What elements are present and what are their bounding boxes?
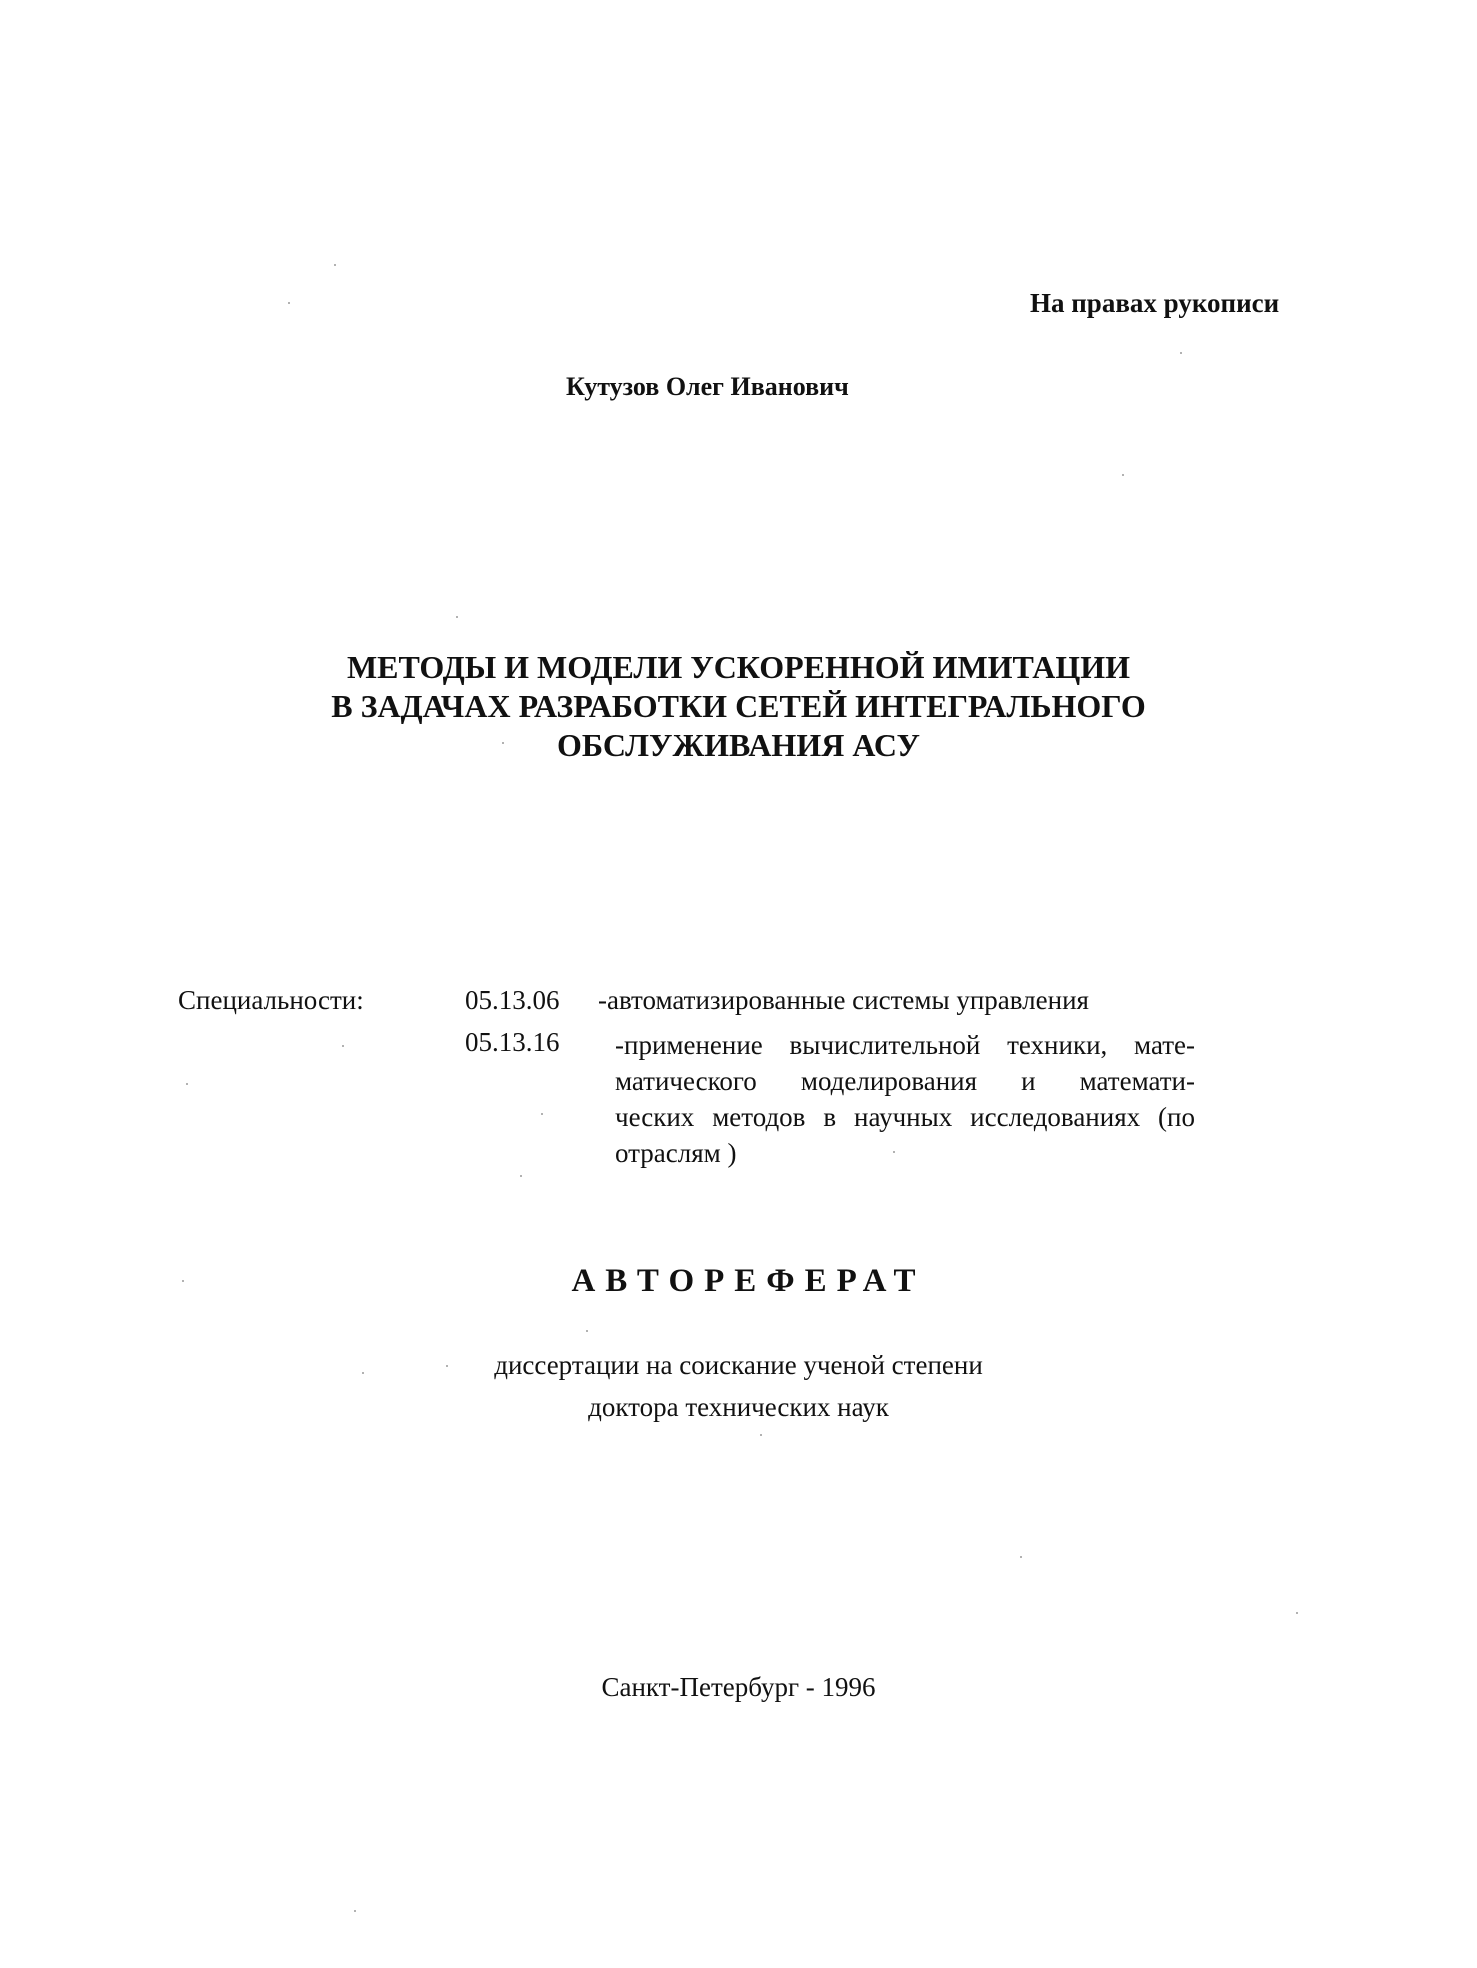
title-line: В ЗАДАЧАХ РАЗРАБОТКИ СЕТЕЙ ИНТЕГРАЛЬНОГО xyxy=(331,688,1146,724)
scan-speck xyxy=(1020,1556,1022,1558)
scan-speck xyxy=(586,1330,588,1332)
scan-speck xyxy=(760,1434,762,1436)
scan-speck xyxy=(502,742,504,744)
scan-speck xyxy=(342,1045,344,1047)
scan-speck xyxy=(1122,474,1124,476)
scan-speck xyxy=(182,1280,184,1282)
specialty-description-line: -применение вычислительной техники, мате- xyxy=(615,1030,1195,1060)
scan-speck xyxy=(893,1151,895,1153)
scan-speck xyxy=(541,1113,543,1115)
author-name: Кутузов Олег Иванович xyxy=(566,372,849,401)
specialty-code: 05.13.16 xyxy=(465,1027,560,1057)
scan-speck xyxy=(1180,352,1182,354)
scan-speck xyxy=(456,616,458,618)
specialties-label: Специальности: xyxy=(178,985,364,1015)
specialty-description-line: матического моделирования и математи- xyxy=(615,1066,1195,1096)
city-year: Санкт-Петербург - 1996 xyxy=(601,1672,876,1702)
specialty-description: -автоматизированные системы управления xyxy=(598,985,1089,1015)
document-type-heading: АВТОРЕФЕРАТ xyxy=(571,1263,926,1299)
scan-speck xyxy=(1296,1612,1298,1614)
scan-speck xyxy=(362,1372,364,1374)
scan-speck xyxy=(446,1365,448,1367)
specialty-description-line: отраслям ) xyxy=(615,1138,737,1168)
specialty-code: 05.13.06 xyxy=(465,985,560,1015)
thesis-title xyxy=(0,648,1477,765)
subtitle-line: доктора технических наук xyxy=(588,1392,889,1422)
specialty-description-line: ческих методов в научных исследованиях (по xyxy=(615,1102,1195,1132)
specialty-description xyxy=(615,1027,1195,1171)
title-line: МЕТОДЫ И МОДЕЛИ УСКОРЕННОЙ ИМИТАЦИИ xyxy=(346,649,1131,685)
scan-speck xyxy=(334,264,336,266)
title-line: ОБСЛУЖИВАНИЯ АСУ xyxy=(556,727,920,763)
rights-note: На правах рукописи xyxy=(1030,288,1280,318)
scan-speck xyxy=(520,1175,522,1177)
scan-speck xyxy=(288,302,290,304)
scan-speck xyxy=(186,1083,188,1085)
scan-speck xyxy=(354,1910,356,1912)
subtitle-line: диссертации на соискание ученой степени xyxy=(494,1350,983,1380)
